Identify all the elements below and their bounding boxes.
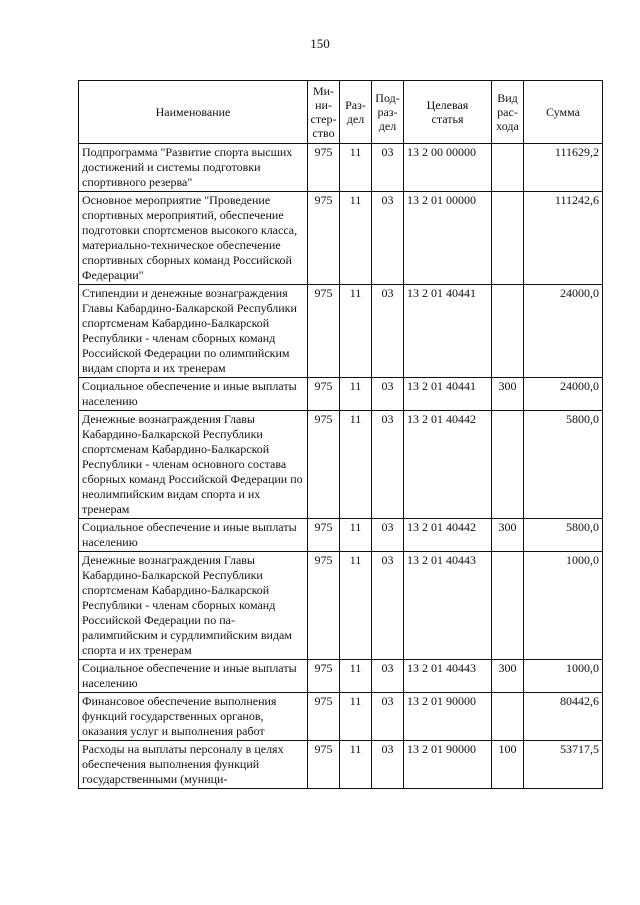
row-amount: 111242,6 — [524, 192, 603, 285]
row-section: 11 — [340, 552, 372, 660]
row-amount: 1000,0 — [524, 660, 603, 693]
row-target-article: 13 2 01 40442 — [404, 519, 492, 552]
header-target-article: Целевая статья — [404, 81, 492, 144]
table-header-row — [79, 81, 603, 144]
header-ministry: Ми- ни- стер- ство — [308, 81, 340, 144]
table-row — [79, 519, 603, 552]
row-expense-type — [492, 285, 524, 378]
row-name: Стипендии и денежные вознаграждения Главы Кабардино-Балкарской Республики спортсменам Кабардино-Балкарской Республики - членам сборных команд Российской Федерации по олимпийским видам спорта и их тренерам — [79, 285, 308, 378]
row-section: 11 — [340, 285, 372, 378]
table-row — [79, 741, 603, 789]
row-target-article: 13 2 01 00000 — [404, 192, 492, 285]
table-row — [79, 693, 603, 741]
row-ministry: 975 — [308, 552, 340, 660]
row-expense-type — [492, 552, 524, 660]
header-name: Наименование — [79, 81, 308, 144]
header-section: Раз- дел — [340, 81, 372, 144]
row-ministry: 975 — [308, 192, 340, 285]
row-ministry: 975 — [308, 519, 340, 552]
table-row — [79, 192, 603, 285]
row-section: 11 — [340, 192, 372, 285]
row-subsection: 03 — [372, 411, 404, 519]
row-amount: 53717,5 — [524, 741, 603, 789]
row-name: Денежные вознаграждения Главы Кабардино-Балкарской Республики спортсменам Кабардино-Балкарской Республики - членам сборных команд Российской Федерации по паралимпийским и сурдлимпийским видам спорта и их тренерам — [79, 552, 308, 660]
row-ministry: 975 — [308, 378, 340, 411]
row-target-article: 13 2 01 40442 — [404, 411, 492, 519]
row-name: Расходы на выплаты персоналу в целях обеспечения выполнения функций государственными (муници- — [79, 741, 308, 789]
row-section: 11 — [340, 144, 372, 192]
row-expense-type: 300 — [492, 378, 524, 411]
row-expense-type: 100 — [492, 741, 524, 789]
row-target-article: 13 2 01 40441 — [404, 285, 492, 378]
row-expense-type — [492, 411, 524, 519]
row-subsection: 03 — [372, 378, 404, 411]
row-target-article: 13 2 00 00000 — [404, 144, 492, 192]
row-subsection: 03 — [372, 192, 404, 285]
row-amount: 24000,0 — [524, 378, 603, 411]
row-name: Основное мероприятие "Проведение спортивных мероприятий, обеспечение подготовки спортсменов высокого класса, материально-техническое обеспечение спортивных сборных команд Российской Федерации" — [79, 192, 308, 285]
row-name: Социальное обеспечение и иные выплаты населению — [79, 660, 308, 693]
row-subsection: 03 — [372, 285, 404, 378]
header-amount: Сумма — [524, 81, 603, 144]
row-name: Подпрограмма "Развитие спорта высших достижений и системы подготовки спортивного резерва" — [79, 144, 308, 192]
table-row — [79, 144, 603, 192]
row-target-article: 13 2 01 40443 — [404, 552, 492, 660]
row-target-article: 13 2 01 90000 — [404, 741, 492, 789]
row-expense-type — [492, 192, 524, 285]
row-amount: 80442,6 — [524, 693, 603, 741]
page-number: 150 — [310, 36, 330, 51]
row-section: 11 — [340, 741, 372, 789]
row-subsection: 03 — [372, 693, 404, 741]
header-expense-type: Вид рас- хода — [492, 81, 524, 144]
header-subsection: Под- раз- дел — [372, 81, 404, 144]
row-subsection: 03 — [372, 519, 404, 552]
row-section: 11 — [340, 693, 372, 741]
row-amount: 1000,0 — [524, 552, 603, 660]
table-row — [79, 378, 603, 411]
budget-table — [78, 80, 603, 789]
row-subsection: 03 — [372, 741, 404, 789]
row-ministry: 975 — [308, 285, 340, 378]
row-expense-type — [492, 693, 524, 741]
row-amount: 5800,0 — [524, 411, 603, 519]
row-name: Социальное обеспечение и иные выплаты населению — [79, 378, 308, 411]
row-expense-type: 300 — [492, 519, 524, 552]
row-ministry: 975 — [308, 144, 340, 192]
row-section: 11 — [340, 378, 372, 411]
table-row — [79, 660, 603, 693]
row-expense-type — [492, 144, 524, 192]
row-section: 11 — [340, 519, 372, 552]
row-target-article: 13 2 01 40441 — [404, 378, 492, 411]
row-amount: 111629,2 — [524, 144, 603, 192]
row-amount: 5800,0 — [524, 519, 603, 552]
row-ministry: 975 — [308, 411, 340, 519]
table-row — [79, 285, 603, 378]
row-section: 11 — [340, 411, 372, 519]
row-ministry: 975 — [308, 693, 340, 741]
row-amount: 24000,0 — [524, 285, 603, 378]
row-target-article: 13 2 01 40443 — [404, 660, 492, 693]
row-name: Финансовое обеспечение выполнения функций государственных органов, оказания услуг и выполнения работ — [79, 693, 308, 741]
table-row — [79, 411, 603, 519]
table-row — [79, 552, 603, 660]
row-ministry: 975 — [308, 741, 340, 789]
row-name: Социальное обеспечение и иные выплаты населению — [79, 519, 308, 552]
row-subsection: 03 — [372, 552, 404, 660]
row-name: Денежные вознаграждения Главы Кабардино-Балкарской Республики спортсменам Кабардино-Балкарской Республики - членам основного состава сборных команд Российской Федерации по неолимпийским видам спорта и их тренерам — [79, 411, 308, 519]
row-ministry: 975 — [308, 660, 340, 693]
row-section: 11 — [340, 660, 372, 693]
row-target-article: 13 2 01 90000 — [404, 693, 492, 741]
row-subsection: 03 — [372, 660, 404, 693]
row-subsection: 03 — [372, 144, 404, 192]
row-expense-type: 300 — [492, 660, 524, 693]
